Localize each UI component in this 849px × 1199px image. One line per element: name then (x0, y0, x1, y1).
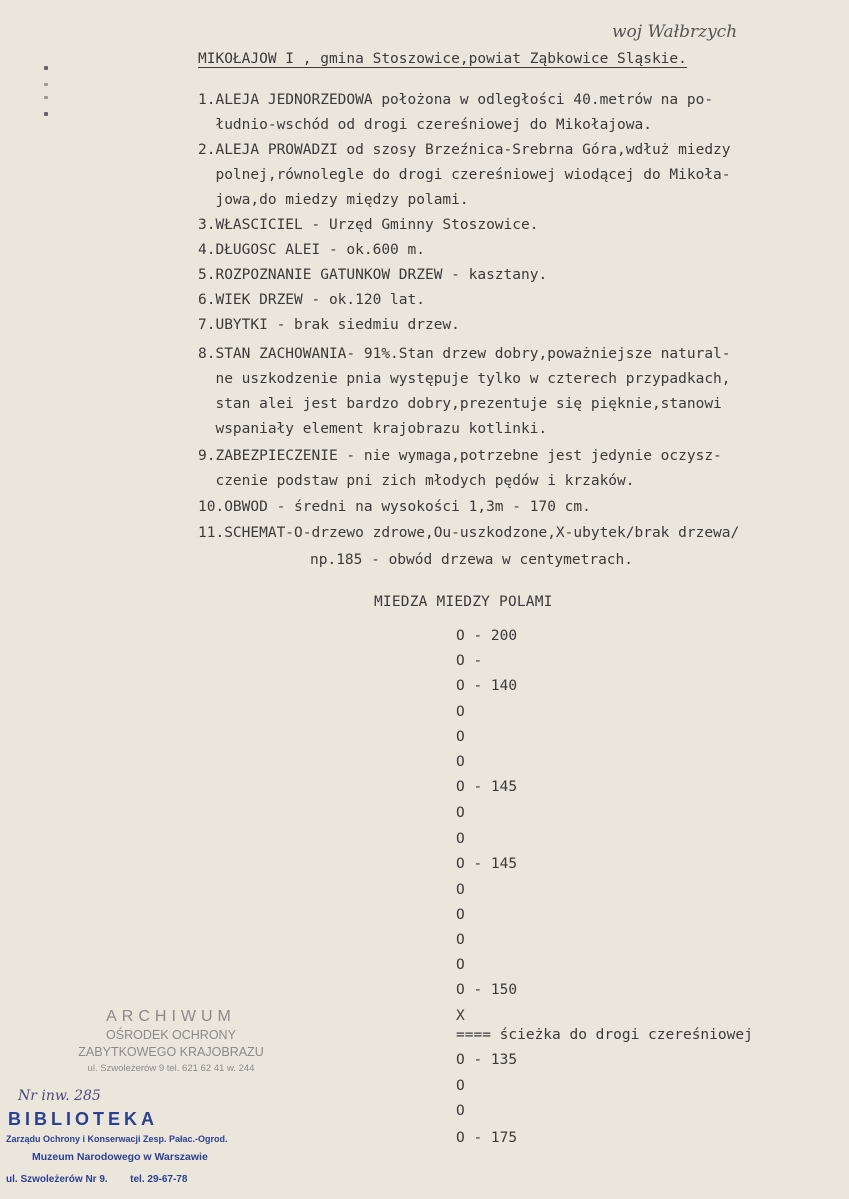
punch-mark (44, 96, 48, 99)
library-stamp-phone: tel. 29-67-78 (130, 1174, 188, 1185)
punch-mark (44, 83, 48, 86)
schema-row: O (456, 1103, 465, 1119)
schema-row: O - 200 (456, 628, 518, 644)
schema-row: O - 135 (456, 1052, 518, 1068)
schema-row: O (456, 754, 465, 770)
schema-row: O (456, 831, 465, 847)
library-stamp-footer (6, 1170, 246, 1188)
schema-row: O (456, 729, 465, 745)
library-stamp (6, 1108, 246, 1188)
archive-stamp-title: ARCHIWUM (106, 1008, 236, 1025)
punch-mark (44, 66, 48, 70)
schema-path-row: ==== ścieżka do drogi czereśniowej (456, 1027, 753, 1043)
schema-row: O - 150 (456, 982, 518, 998)
schema-row: O (456, 805, 465, 821)
library-stamp-address: ul. Szwoleżerów Nr 9. (6, 1174, 108, 1185)
item-11-continued: np.185 - obwód drzewa w centymetrach. (310, 552, 634, 568)
schema-row: O - 145 (456, 856, 518, 872)
schema-row: X (456, 1008, 465, 1024)
schema-row: O - 140 (456, 678, 518, 694)
item-6: 6.WIEK DRZEW - ok.120 lat. (198, 292, 425, 308)
schema-row: O (456, 932, 465, 948)
item-11: 11.SCHEMAT-O-drzewo zdrowe,Ou-uszkodzone,X-ubytek/brak drzewa/ (198, 525, 740, 541)
item-10: 10.OBWOD - średni na wysokości 1,3m - 170 cm. (198, 499, 591, 515)
item-4: 4.DŁUGOSC ALEI - ok.600 m. (198, 242, 425, 258)
schema-row: O (456, 957, 465, 973)
archive-stamp (60, 1007, 282, 1077)
document-title: MIKOŁAJOW I , gmina Stoszowice,powiat Ząbkowice Sląskie. (198, 51, 687, 67)
item-9: 9.ZABEZPIECZENIE - nie wymaga,potrzebne jest jedynie oczysz- czenie podstaw pni zich młodych pędów i krzaków. (198, 448, 722, 489)
item-1: 1.ALEJA JEDNORZEDOWA położona w odległości 40.metrów na po- łudnio-wschód od drogi czereśniowej do Mikołajowa. (198, 92, 714, 133)
library-stamp-title: BIBLIOTEKA (8, 1109, 158, 1129)
item-7: 7.UBYTKI - brak siedmiu drzew. (198, 317, 460, 333)
schema-row: O - (456, 653, 483, 669)
schema-row: O (456, 907, 465, 923)
handwritten-note: woj Wałbrzych (612, 22, 738, 42)
schema-row: O - 175 (456, 1130, 518, 1146)
library-stamp-line: Zarządu Ochrony i Konserwacji Zesp. Pałac.-Ogrod. (6, 1134, 228, 1144)
archive-stamp-line: ZABYTKOWEGO KRAJOBRAZU (78, 1045, 264, 1059)
inventory-number: Nr inw. 285 (18, 1088, 101, 1104)
archive-stamp-line: OŚRODEK OCHRONY (106, 1028, 236, 1042)
item-5: 5.ROZPOZNANIE GATUNKOW DRZEW - kasztany. (198, 267, 548, 283)
schema-row: O (456, 882, 465, 898)
schema-row: O (456, 1078, 465, 1094)
punch-mark (44, 112, 48, 116)
item-8: 8.STAN ZACHOWANIA- 91%.Stan drzew dobry,poważniejsze natural- ne uszkodzenie pnia występuje tylko w czterech przypadkach, stan alei jest bardzo dobry,prezentuje się pięknie,stanowi wspaniały element krajobrazu kotlinki. (198, 346, 731, 437)
archive-stamp-address: ul. Szwoleżerów 9 tel. 621 62 41 w. 244 (87, 1063, 255, 1074)
schema-heading: MIEDZA MIEDZY POLAMI (374, 594, 553, 610)
library-stamp-line: Muzeum Narodowego w Warszawie (32, 1151, 208, 1163)
schema-row: O (456, 704, 465, 720)
schema-row: O - 145 (456, 779, 518, 795)
item-3: 3.WŁASCICIEL - Urzęd Gminny Stoszowice. (198, 217, 539, 233)
item-2: 2.ALEJA PROWADZI od szosy Brzeźnica-Srebrna Góra,wdłuż miedzy polnej,równolegle do drogi czereśniowej wiodącej do Mikoła- jowa,do miedzy między polami. (198, 142, 731, 208)
